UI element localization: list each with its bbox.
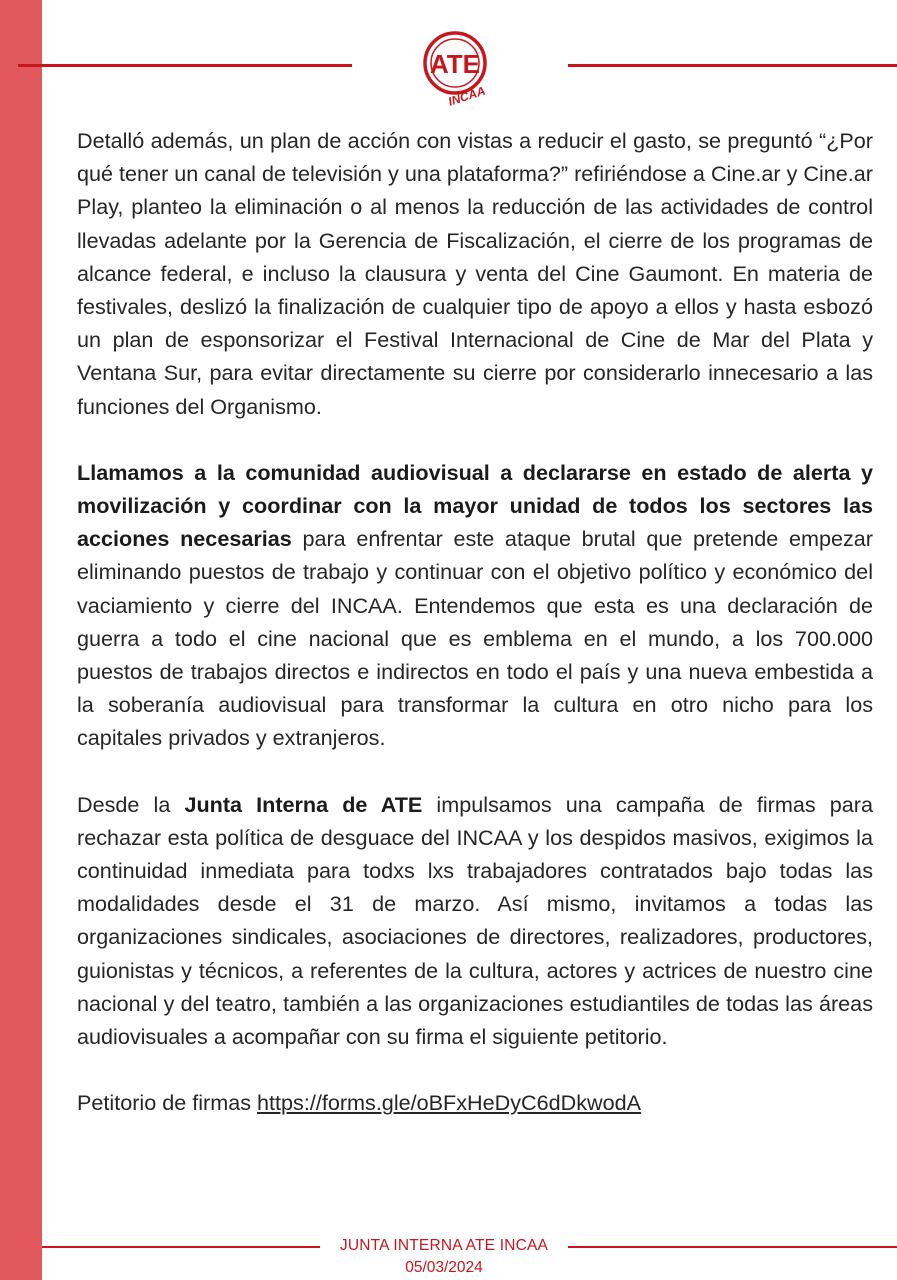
header-divider-right <box>568 64 897 67</box>
paragraph-2 <box>77 456 873 755</box>
letter-body <box>77 124 873 1119</box>
ate-incaa-logo <box>410 22 510 108</box>
footer-divider-left <box>42 1246 320 1248</box>
footer-divider-right <box>568 1246 897 1248</box>
side-accent-bar <box>0 0 42 1280</box>
logo-text: ATE <box>429 49 481 79</box>
paragraph-3-rest: impulsamos una campaña de firmas para rechazar esta política de desguace del INCAA y los despidos masivos, exigimos la continuidad inmediata para todxs lxs trabajadores contratados bajo todas las modalidades desde el 31 de marzo. Así mismo, invitamos a todas las organizaciones sindicales, asociaciones de directores, realizadores, productores, guionistas y técnicos, a referentes de la cultura, actores y actrices de nuestro cine nacional y del teatro, también a las organizaciones estudiantiles de todas las áreas audiovisuales a acompañar con su firma el siguiente petitorio. <box>77 791 873 1050</box>
paragraph-1: Detalló además, un plan de acción con vistas a reducir el gasto, se preguntó “¿Por qué tener un canal de televisión y una plataforma?” refiriéndose a Cine.ar y Cine.ar Play, planteo la eliminación o al menos la reducción de las actividades de control llevadas adelante por la Gerencia de Fiscalización, el cierre de los programas de alcance federal, e incluso la clausura y venta del Cine Gaumont. En materia de festivales, deslizó la finalización de cualquier tipo de apoyo a ellos y hasta esbozó un plan de esponsorizar el Festival Internacional de Cine de Mar del Plata y Ventana Sur, para evitar directamente su cierre por considerarlo innecesario a las funciones del Organismo. <box>77 128 873 419</box>
header-divider-left <box>18 64 352 67</box>
paragraph-3 <box>77 788 873 1054</box>
paragraph-3-bold: Junta Interna de ATE <box>184 791 423 817</box>
footer-title: JUNTA INTERNA ATE INCAA <box>339 1237 549 1254</box>
paragraph-2-rest: para enfrentar este ataque brutal que pretende empezar eliminando puestos de trabajo y continuar con el objetivo político y económico del vaciamiento y cierre del INCAA. Entendemos que esta es una declaración de guerra a todo el cine nacional que es emblema en el mundo, a los 700.000 puestos de trabajos directos e indirectos en todo el país y una nueva embestida a la soberanía audiovisual para transformar la cultura en otro nicho para los capitales privados y extranjeros. <box>77 526 873 751</box>
logo-subtext: INCAA <box>446 83 487 108</box>
petition-line <box>77 1086 873 1119</box>
footer-date: 05/03/2024 <box>405 1259 483 1276</box>
ate-logo-graphic <box>410 22 510 108</box>
paragraph-3-start: Desde la <box>77 791 185 817</box>
paragraph-2-bold: Llamamos a la comunidad audiovisual a declararse en estado de alerta y movilización y coordinar con la mayor unidad de todos los sectores las acciones necesarias <box>77 459 873 552</box>
petition-label: Petitorio de firmas <box>77 1090 258 1116</box>
petition-link[interactable]: https://forms.gle/oBFxHeDyC6dDkwodA <box>257 1090 642 1116</box>
